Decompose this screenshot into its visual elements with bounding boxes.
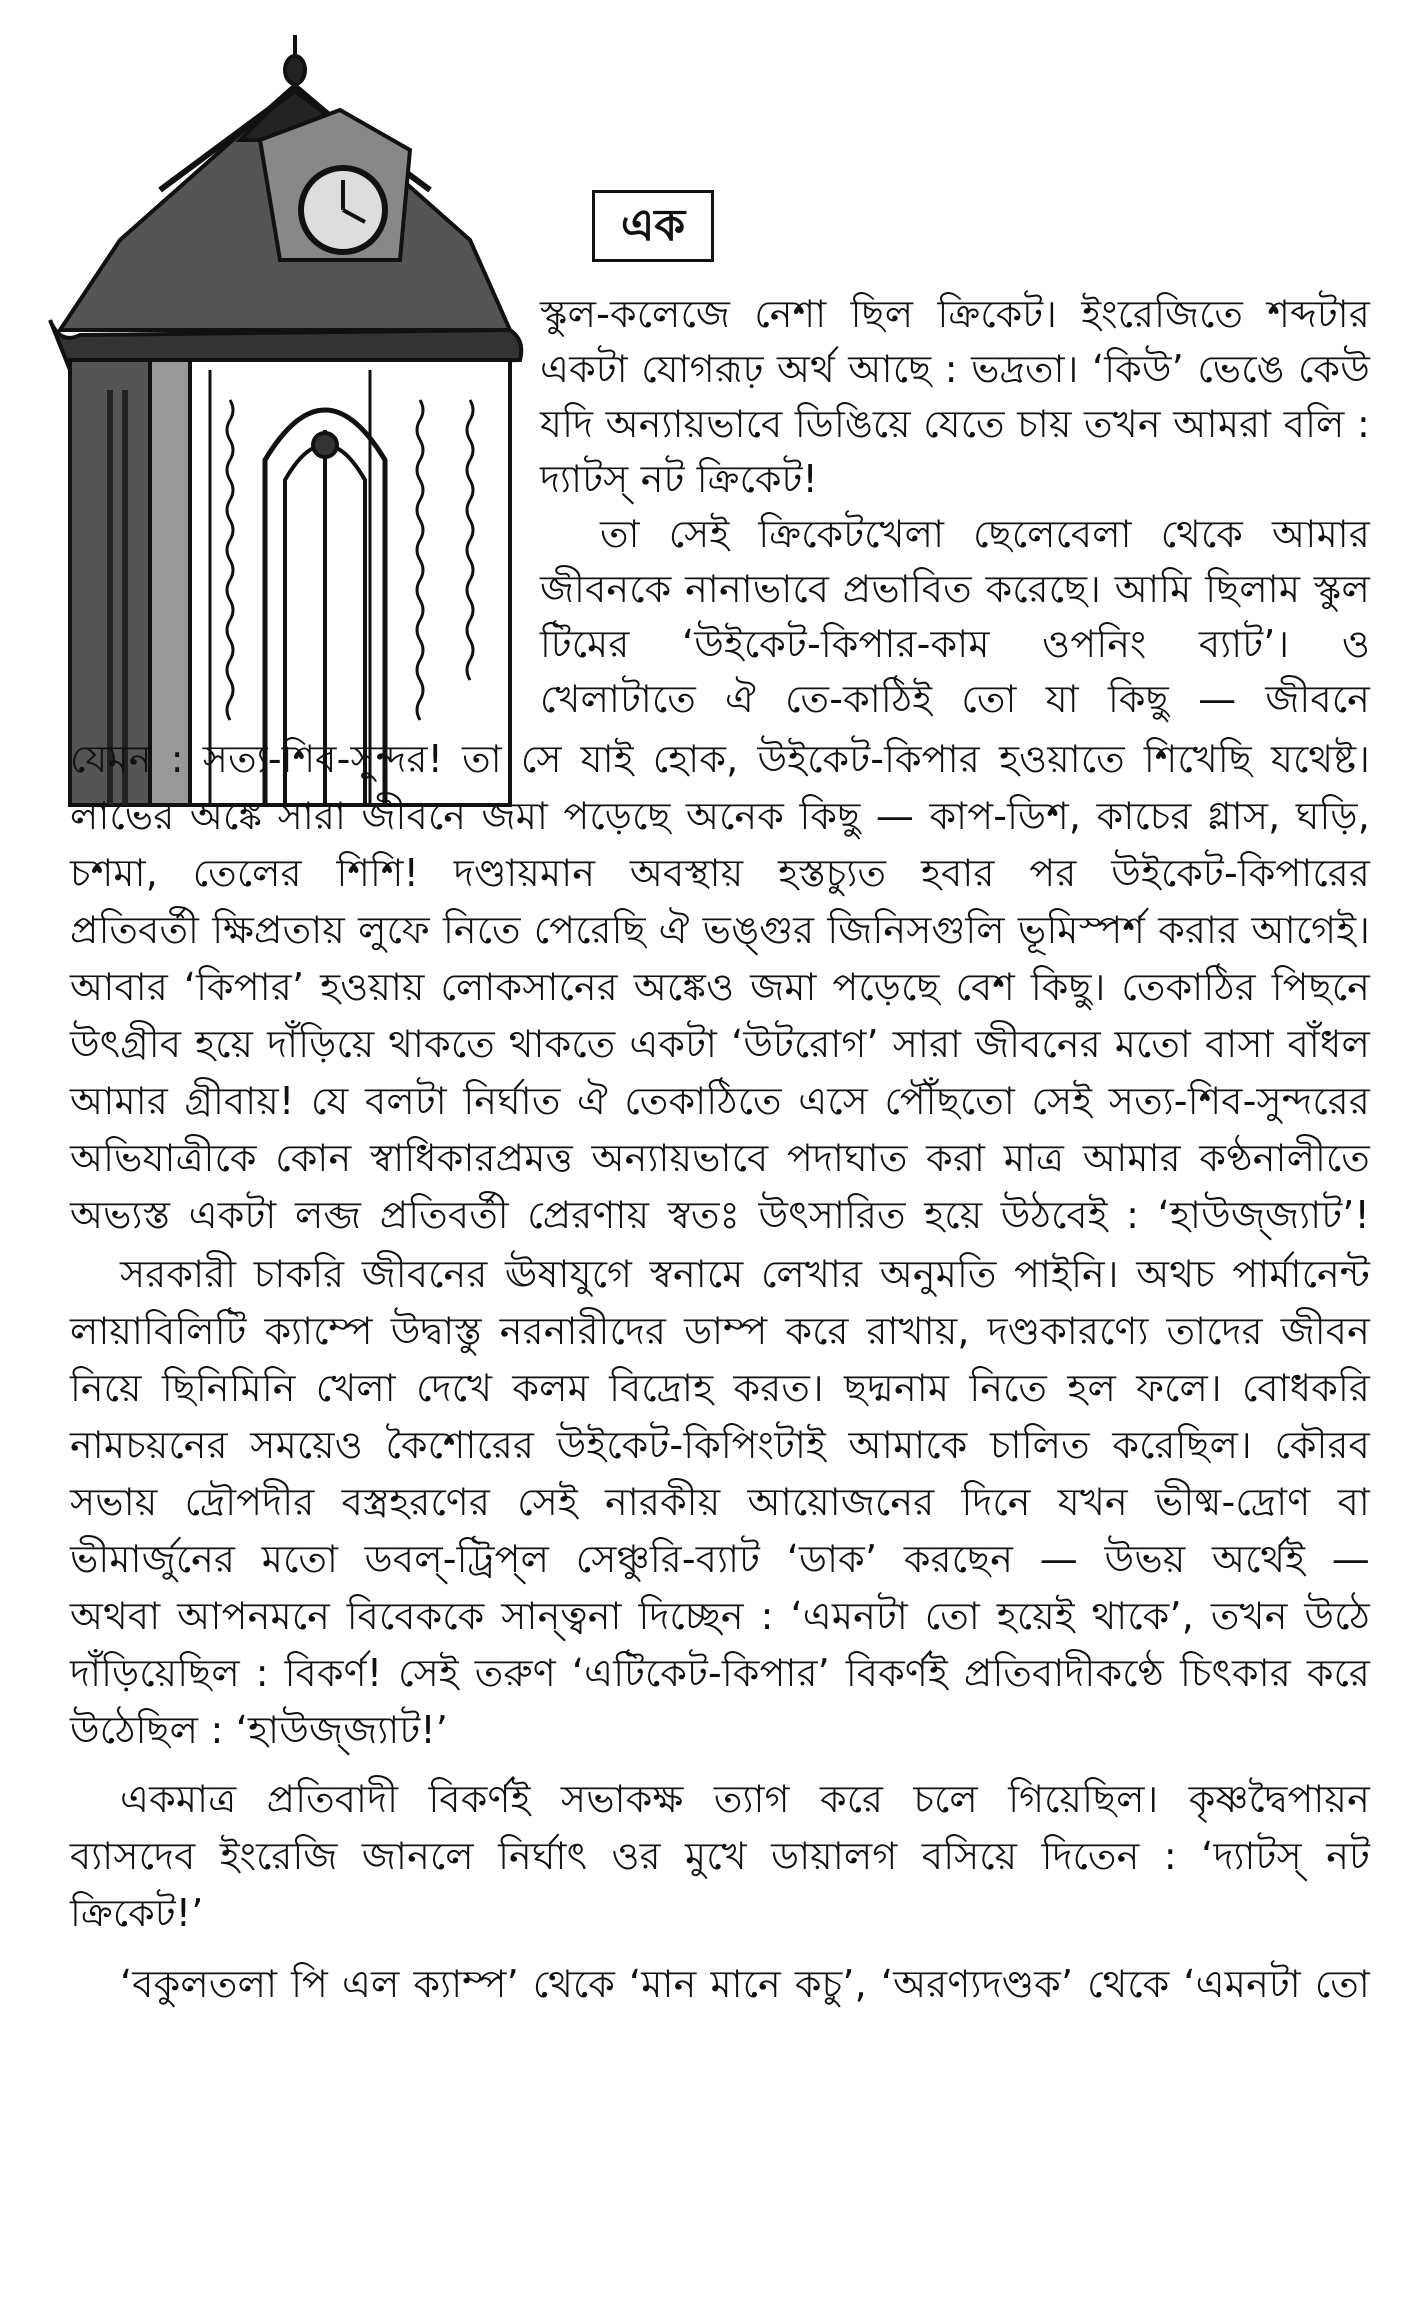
text-line: অভ্যস্ত একটা লব্জ প্রতিবর্তী প্রেরণায় স্বতঃ উৎসারিত হয়ে উঠবেই : ‘হাউজ্‌জ্যাট’!: [70, 1193, 1370, 1237]
text-line: একমাত্র প্রতিবাদী বিকর্ণই সভাকক্ষ ত্যাগ করে চলে গিয়েছিল। কৃষ্ণদ্বৈপায়ন: [120, 1777, 1370, 1821]
text-line: নামচয়নের সময়েও কৈশোরের উইকেট-কিপিংটাই আমাকে চালিত করেছিল। কৌরব: [70, 1423, 1370, 1467]
text-line: লাভের অঙ্কে সারা জীবনে জমা পড়েছে অনেক কিছু — কাপ-ডিশ, কাচের গ্লাস, ঘড়ি,: [70, 794, 1370, 838]
text-line: উঠেছিল : ‘হাউজ্‌জ্যাট!’: [70, 1708, 449, 1752]
text-line: ব্যাসদেব ইংরেজি জানলে নির্ঘাৎ ওর মুখে ডায়ালগ বসিয়ে দিতেন : ‘দ্যাটস্ নট: [70, 1834, 1370, 1878]
text-line: অথবা আপনমনে বিবেককে সান্ত্বনা দিচ্ছেন : ‘এমনটা তো হয়েই থাকে’, তখন উঠে: [70, 1594, 1370, 1638]
text-line: অভিযাত্রীকে কোন স্বাধিকারপ্রমত্ত অন্যায়ভাবে পদাঘাত করা মাত্র আমার কণ্ঠনালীতে: [70, 1136, 1370, 1180]
text-line: ‘বকুলতলা পি এল ক্যাম্প’ থেকে ‘মান মানে কচু’, ‘অরণ্যদণ্ডক’ থেকে ‘এমনটা তো: [120, 1962, 1370, 2006]
text-line: যদি অন্যায়ভাবে ডিঙিয়ে যেতে চায় তখন আমরা বলি :: [540, 402, 1370, 446]
text-line: স্কুল-কলেজে নেশা ছিল ক্রিকেট। ইংরেজিতে শব্দটার: [540, 292, 1370, 336]
text-line: উৎগ্রীব হয়ে দাঁড়িয়ে থাকতে থাকতে একটা ‘উটরোগ’ সারা জীবনের মতো বাসা বাঁধল: [70, 1022, 1370, 1066]
text-line: যেমন : সত্য-শিব-সুন্দর! তা সে যাই হোক, উইকেট-কিপার হওয়াতে শিখেছি যথেষ্ট।: [70, 737, 1370, 781]
text-line: সভায় দ্রৌপদীর বস্ত্রহরণের সেই নারকীয় আয়োজনের দিনে যখন ভীষ্ম-দ্রোণ বা: [70, 1480, 1370, 1524]
text-line: দাঁড়িয়েছিল : বিকর্ণ! সেই তরুণ ‘এটিকেট-কিপার’ বিকর্ণই প্রতিবাদীকণ্ঠে চিৎকার করে: [70, 1651, 1370, 1695]
clock-tower-illustration: [40, 30, 540, 810]
text-line: প্রতিবর্তী ক্ষিপ্রতায় লুফে নিতে পেরেছি ঐ ভঙ্গুর জিনিসগুলি ভূমিস্পর্শ করার আগেই।: [70, 908, 1370, 952]
text-line: আবার ‘কিপার’ হওয়ায় লোকসানের অঙ্কেও জমা পড়েছে বেশ কিছু। তেকাঠির পিছনে: [70, 965, 1370, 1009]
text-line: সরকারী চাকরি জীবনের ঊষাযুগে স্বনামে লেখার অনুমতি পাইনি। অথচ পার্মানেন্ট: [120, 1252, 1370, 1296]
chapter-heading-label: এক: [620, 200, 686, 251]
text-line: জীবনকে নানাভাবে প্রভাবিত করেছে। আমি ছিলাম স্কুল: [540, 567, 1370, 611]
text-line: একটা যোগরূঢ় অর্থ আছে : ভদ্রতা। ‘কিউ’ ভেঙে কেউ: [540, 347, 1370, 391]
text-line: চশমা, তেলের শিশি! দণ্ডায়মান অবস্থায় হস্তচ্যুত হবার পর উইকেট-কিপারের: [70, 851, 1370, 895]
text-line: নিয়ে ছিনিমিনি খেলা দেখে কলম বিদ্রোহ করত। ছদ্মনাম নিতে হল ফলে। বোধকরি: [70, 1366, 1370, 1410]
text-line: দ্যাটস্ নট ক্রিকেট!: [540, 457, 818, 501]
text-line: আমার গ্রীবায়! যে বলটা নির্ঘাত ঐ তেকাঠিতে এসে পৌঁছতো সেই সত্য-শিব-সুন্দরের: [70, 1079, 1370, 1123]
text-line: টিমের ‘উইকেট-কিপার-কাম ওপনিং ব্যাট’। ও: [540, 622, 1370, 666]
text-line: তা সেই ক্রিকেটখেলা ছেলেবেলা থেকে আমার: [600, 512, 1370, 556]
text-line: লায়াবিলিটি ক্যাম্পে উদ্বাস্তু নরনারীদের ডাম্প করে রাখায়, দণ্ডকারণ্যে তাদের জীবন: [70, 1309, 1370, 1353]
chapter-heading: [592, 190, 714, 262]
text-line: ক্রিকেট!’: [70, 1891, 204, 1935]
text-line: খেলাটাতে ঐ তে-কাঠিই তো যা কিছু — জীবনে: [540, 677, 1370, 721]
text-line: ভীমার্জুনের মতো ডবল্-ট্রিপ্‌ল সেঞ্চুরি-ব্যাট ‘ডাক’ করছেন — উভয় অর্থেই —: [70, 1537, 1370, 1581]
